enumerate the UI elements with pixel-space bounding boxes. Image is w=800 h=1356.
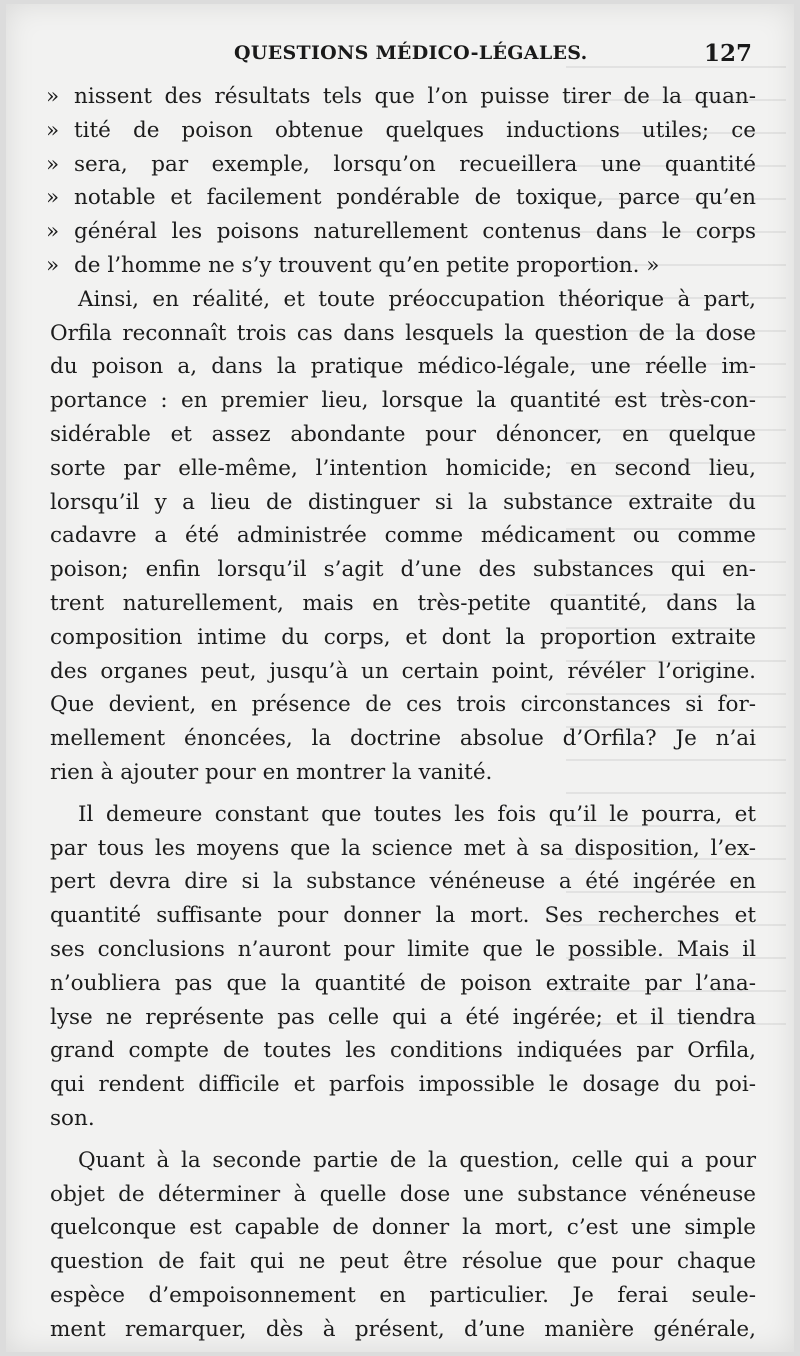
text-line: des organes peut, jusqu’à un certain point, révéler l’origine. [50,658,756,684]
text-line: sidérable et assez abondante pour dénoncer, en quelque [50,421,756,447]
text-line: espèce d’empoisonnement en particulier. Je ferai seule- [50,1282,756,1308]
text-line: objet de déterminer à quelle dose une substance vénéneuse [50,1181,756,1207]
paragraph-quote-continuation [46,80,756,283]
paragraph-expert-duty [50,798,756,1136]
paragraph-second-part [50,1144,756,1347]
text-line: » sera, par exemple, lorsqu’on recueillera une quantité [50,148,756,182]
book-page [6,4,794,1352]
text-line: pert devra dire si la substance vénéneuse a été ingérée en [50,869,756,895]
text-line: ment remarquer, dès à présent, d’une manière générale, [50,1316,756,1342]
quote-mark: » [46,219,60,245]
text-line: mellement énoncées, la doctrine absolue d’Orfila? Je n’ai [50,726,756,752]
text-line: cadavre a été administrée comme médicament ou comme [50,523,756,549]
text-line: ses conclusions n’auront pour limite que le possible. Mais il [50,936,756,962]
text-line: Quant à la seconde partie de la question, celle qui a pour [78,1147,756,1173]
text-line: » général les poisons naturellement contenus dans le corps [50,215,756,249]
text-line: poison; enfin lorsqu’il s’agit d’une des substances qui en- [50,557,756,583]
quote-mark: » [46,84,60,109]
quote-mark: » [46,117,60,143]
text-line: lyse ne représente pas celle qui a été ingérée; et il tiendra [50,1004,756,1030]
text-line: » nissent des résultats tels que l’on puisse tirer de la quan- [50,80,756,114]
quote-mark: » [46,252,60,278]
text-line: trent naturellement, mais en très-petite quantité, dans la [50,590,756,616]
text-line: Orfila reconnaît trois cas dans lesquels la question de la dose [50,320,756,346]
text-line: Ainsi, en réalité, et toute préoccupation théorique à part, [78,286,756,312]
text-line: grand compte de toutes les conditions indiquées par Orfila, [50,1038,756,1064]
text-line: » de l’homme ne s’y trouvent qu’en petite proportion. » [50,249,756,283]
text-line: lorsqu’il y a lieu de distinguer si la substance extraite du [50,489,756,515]
text-line: » notable et facilement pondérable de toxique, parce qu’en [50,181,756,215]
text-line: son. [50,1105,95,1131]
text-line: » tité de poison obtenue quelques inductions utiles; ce [50,114,756,148]
quote-mark: » [46,151,60,177]
text-line: du poison a, dans la pratique médico-légale, une réelle im- [50,354,756,380]
body-text [46,80,756,1346]
text-line: Que devient, en présence de ces trois circonstances si for- [50,692,756,718]
page-header [6,42,794,76]
text-line: rien à ajouter pour en montrer la vanité. [50,759,493,785]
text-line: sorte par elle-même, l’intention homicide; en second lieu, [50,455,756,481]
page-number: 127 [703,40,752,67]
text-line: quelconque est capable de donner la mort, c’est une simple [50,1215,756,1241]
text-line: quantité suffisante pour donner la mort. Ses recherches et [50,903,756,929]
text-line: question de fait qui ne peut être résolue que pour chaque [50,1249,756,1275]
paragraph-orfila-cases [50,283,756,790]
text-line: n’oubliera pas que la quantité de poison extraite par l’ana- [50,970,756,996]
text-line: portance : en premier lieu, lorsque la quantité est très-con- [50,388,756,414]
text-line: Il demeure constant que toutes les fois qu’il le pourra, et [78,801,756,827]
running-head: QUESTIONS MÉDICO-LÉGALES. [234,42,588,64]
text-line: qui rendent difficile et parfois impossible le dosage du poi- [50,1072,756,1098]
quote-mark: » [46,185,60,211]
text-line: par tous les moyens que la science met à sa disposition, l’ex- [50,835,756,861]
text-line: composition intime du corps, et dont la proportion extraite [50,624,756,650]
